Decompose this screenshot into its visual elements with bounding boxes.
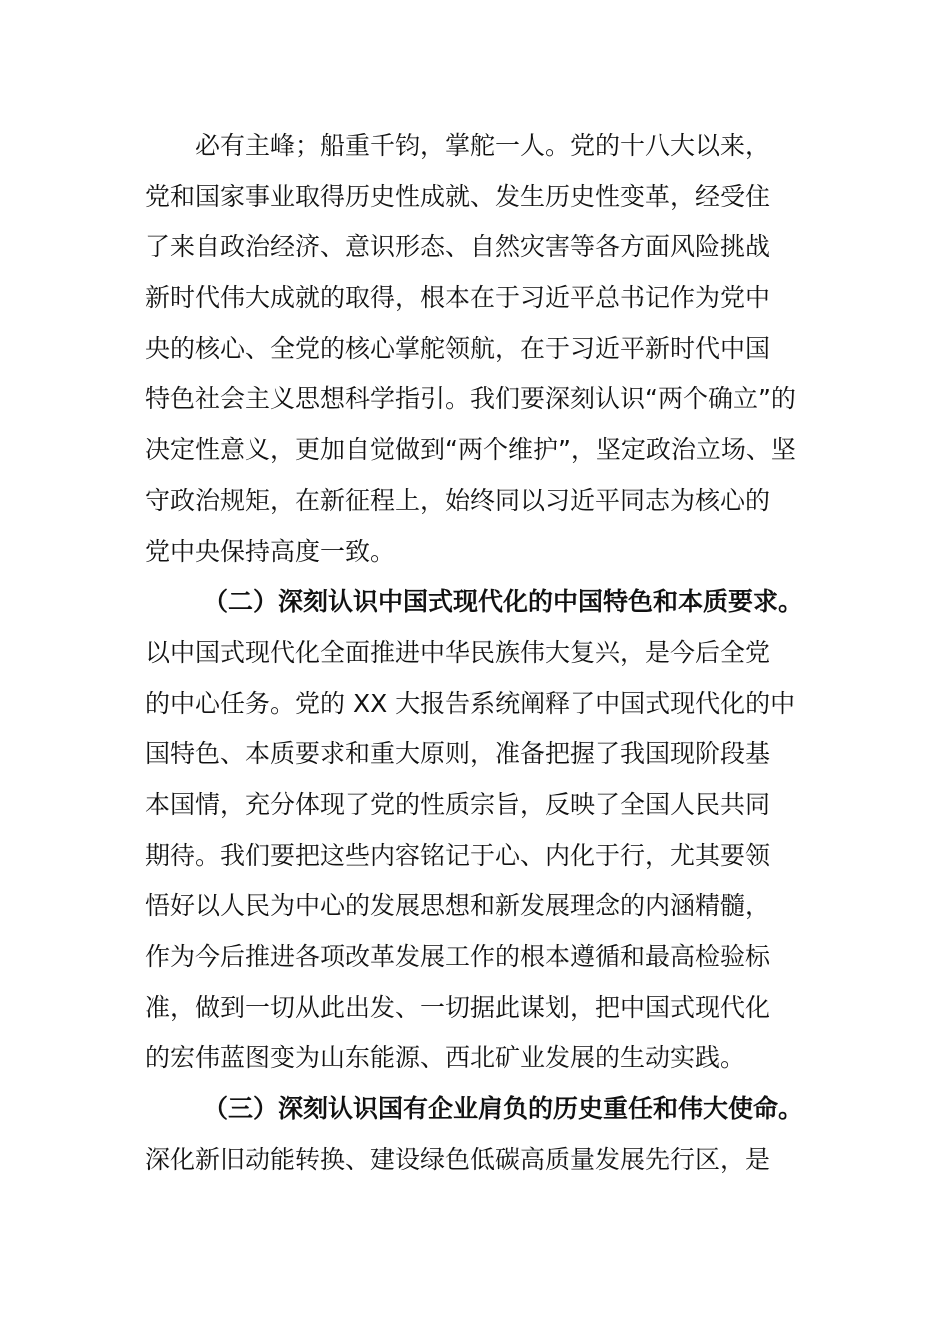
text-line: 国特色、本质要求和重大原则，准备把握了我国现阶段基 <box>145 739 771 769</box>
text-line: 新时代伟大成就的取得，根本在于习近平总书记作为党中 <box>145 283 771 313</box>
text-line: 期待。我们要把这些内容铭记于心、内化于行，尤其要领 <box>145 840 771 870</box>
text-line: 党中央保持高度一致。 <box>145 536 396 566</box>
text-line: 特色社会主义思想科学指引。我们要深刻认识“两个确立”的 <box>145 384 796 414</box>
text-line: 深化新旧动能转换、建设绿色低碳高质量发展先行区，是 <box>145 1144 771 1174</box>
text-line: 本国情，充分体现了党的性质宗旨，反映了全国人民共同 <box>145 789 771 819</box>
text-line: 决定性意义，更加自觉做到“两个维护”，坚定政治立场、坚 <box>145 435 796 465</box>
text-line: 作为今后推进各项改革发展工作的根本遵循和最高检验标 <box>145 942 771 971</box>
text-line: 悟好以人民为中心的发展思想和新发展理念的内涵精髓， <box>145 891 771 921</box>
text-line: 必有主峰；船重千钧，掌舵一人。党的十八大以来， <box>195 131 771 160</box>
text-line: 准，做到一切从此出发、一切据此谋划，把中国式现代化 <box>145 992 771 1022</box>
text-line: 了来自政治经济、意识形态、自然灾害等各方面风险挑战 <box>145 232 771 262</box>
document-body <box>145 121 810 1185</box>
text-line: 守政治规矩，在新征程上，始终同以习近平同志为核心的 <box>145 485 771 515</box>
text-line: 的宏伟蓝图变为山东能源、西北矿业发展的生动实践。 <box>145 1043 746 1073</box>
section-heading-2: （二）深刻认识中国式现代化的中国特色和本质要求。 <box>203 587 804 617</box>
section-heading-3: （三）深刻认识国有企业肩负的历史重任和伟大使命。 <box>203 1094 804 1124</box>
text-line: 党和国家事业取得历史性成就、发生历史性变革，经受住 <box>145 181 771 211</box>
text-line: 以中国式现代化全面推进中华民族伟大复兴，是今后全党 <box>145 637 771 667</box>
text-line: 央的核心、全党的核心掌舵领航，在于习近平新时代中国 <box>145 333 771 363</box>
text-line: 的中心任务。党的 XX 大报告系统阐释了中国式现代化的中 <box>145 688 796 718</box>
